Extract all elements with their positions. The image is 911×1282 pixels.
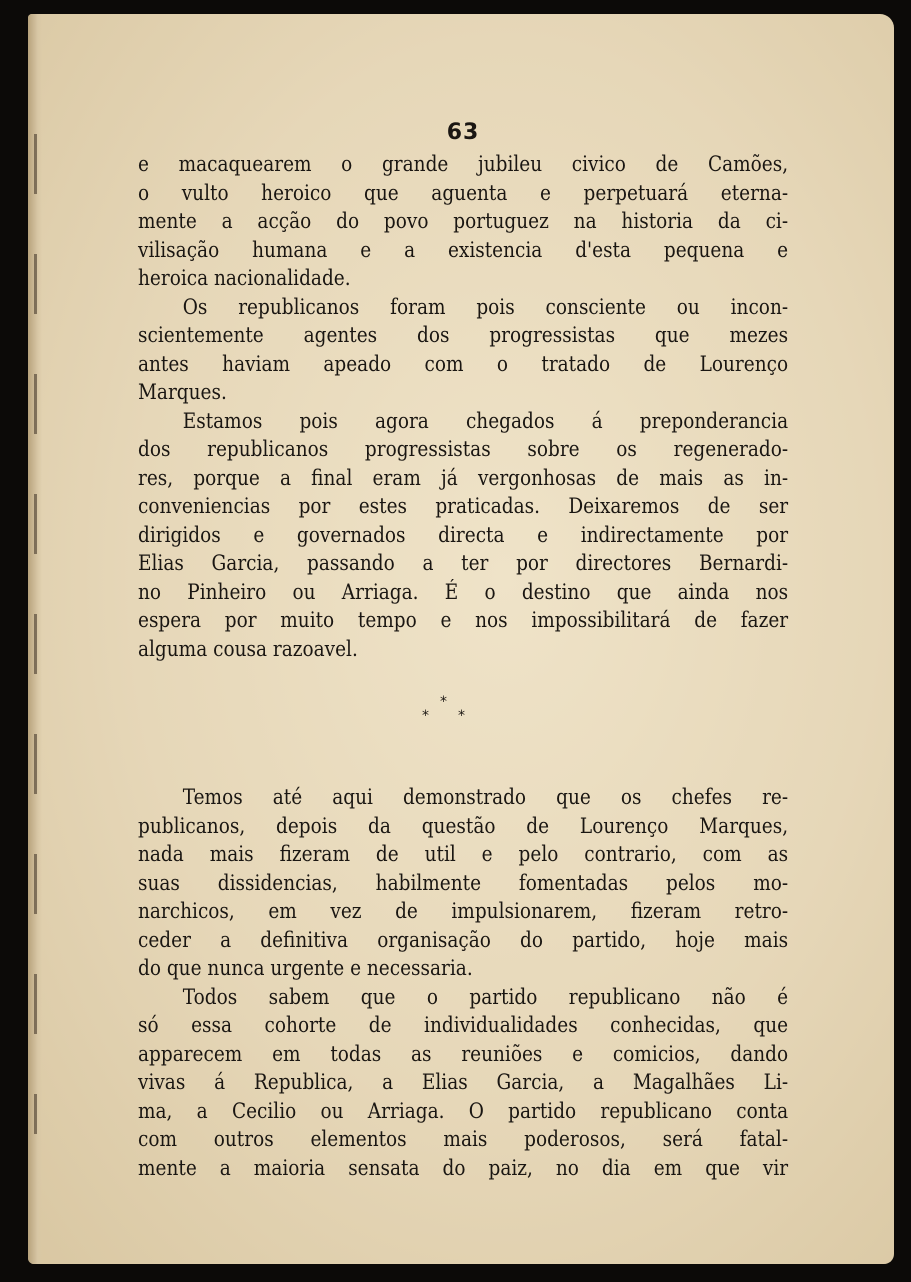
text-line: alguma cousa razoavel. (138, 636, 358, 662)
binding-stitch-marks (34, 134, 37, 1134)
page-text-block (138, 119, 788, 1183)
text-line: vivas á Republica, a Elias Garcia, a Magalhães Li- (138, 1070, 789, 1095)
text-line: Todos sabem que o partido republicano não é (182, 984, 789, 1010)
text-line: ma, a Cecilio ou Arriaga. O partido republicano conta (138, 1098, 789, 1124)
page-number: 63 (446, 120, 480, 145)
text-line: no Pinheiro ou Arriaga. É o destino que ainda nos (138, 579, 789, 605)
asterism-star: * (458, 708, 465, 724)
asterism-star: * (440, 694, 447, 710)
text-line: com outros elementos mais poderosos, será fatal- (138, 1127, 789, 1152)
text-line: publicanos, depois da questão de Lourenço Marques, (138, 813, 789, 839)
text-line: o vulto heroico que aguenta e perpetuará eterna- (138, 180, 789, 206)
text-line: ceder a definitiva organisação do partido, hoje mais (138, 927, 789, 953)
paragraph (138, 784, 788, 984)
text-line: mente a maioria sensata do paiz, no dia em que vir (138, 1155, 789, 1181)
text-line: scientemente agentes dos progressistas que mezes (138, 323, 789, 348)
text-line: mente a acção do povo portuguez na historia da ci- (138, 209, 789, 234)
text-line: conveniencias por estes praticadas. Deixaremos de ser (138, 494, 789, 519)
text-line: apparecem em todas as reuniões e comicios, dando (138, 1041, 789, 1067)
text-line: narchicos, em vez de impulsionarem, fizeram retro- (138, 899, 789, 924)
paragraph (138, 294, 788, 408)
asterism-star: * (422, 708, 429, 724)
text-line: Elias Garcia, passando a ter por directores Bernardi- (138, 551, 789, 576)
text-line: Os republicanos foram pois consciente ou incon- (182, 294, 789, 320)
text-line: Estamos pois agora chegados á preponderancia (182, 408, 789, 434)
section-break (138, 664, 788, 784)
text-line: espera por muito tempo e nos impossibilitará de fazer (138, 608, 789, 633)
book-page (28, 14, 894, 1264)
text-line: e macaquearem o grande jubileu civico de Camões, (138, 152, 789, 177)
text-line: nada mais fizeram de util e pelo contrario, com as (138, 842, 789, 867)
text-line: res, porque a final eram já vergonhosas de mais as in- (138, 465, 789, 491)
text-line: dirigidos e governados directa e indirectamente por (138, 522, 789, 548)
text-line: Marques. (138, 380, 227, 405)
paragraph (138, 408, 788, 665)
text-line: só essa cohorte de individualidades conhecidas, que (138, 1013, 789, 1038)
text-line: antes haviam apeado com o tratado de Lourenço (138, 351, 789, 377)
paragraph (138, 984, 788, 1184)
text-line: dos republicanos progressistas sobre os regenerado- (138, 437, 789, 462)
text-line: heroica nacionalidade. (138, 266, 351, 291)
text-line: do que nunca urgente e necessaria. (138, 956, 473, 981)
paragraph (138, 151, 788, 294)
text-line: vilisação humana e a existencia d'esta pequena e (138, 237, 789, 263)
text-line: suas dissidencias, habilmente fomentadas pelos mo- (138, 870, 789, 896)
text-line: Temos até aqui demonstrado que os chefes re- (182, 785, 789, 810)
asterism (414, 694, 474, 734)
